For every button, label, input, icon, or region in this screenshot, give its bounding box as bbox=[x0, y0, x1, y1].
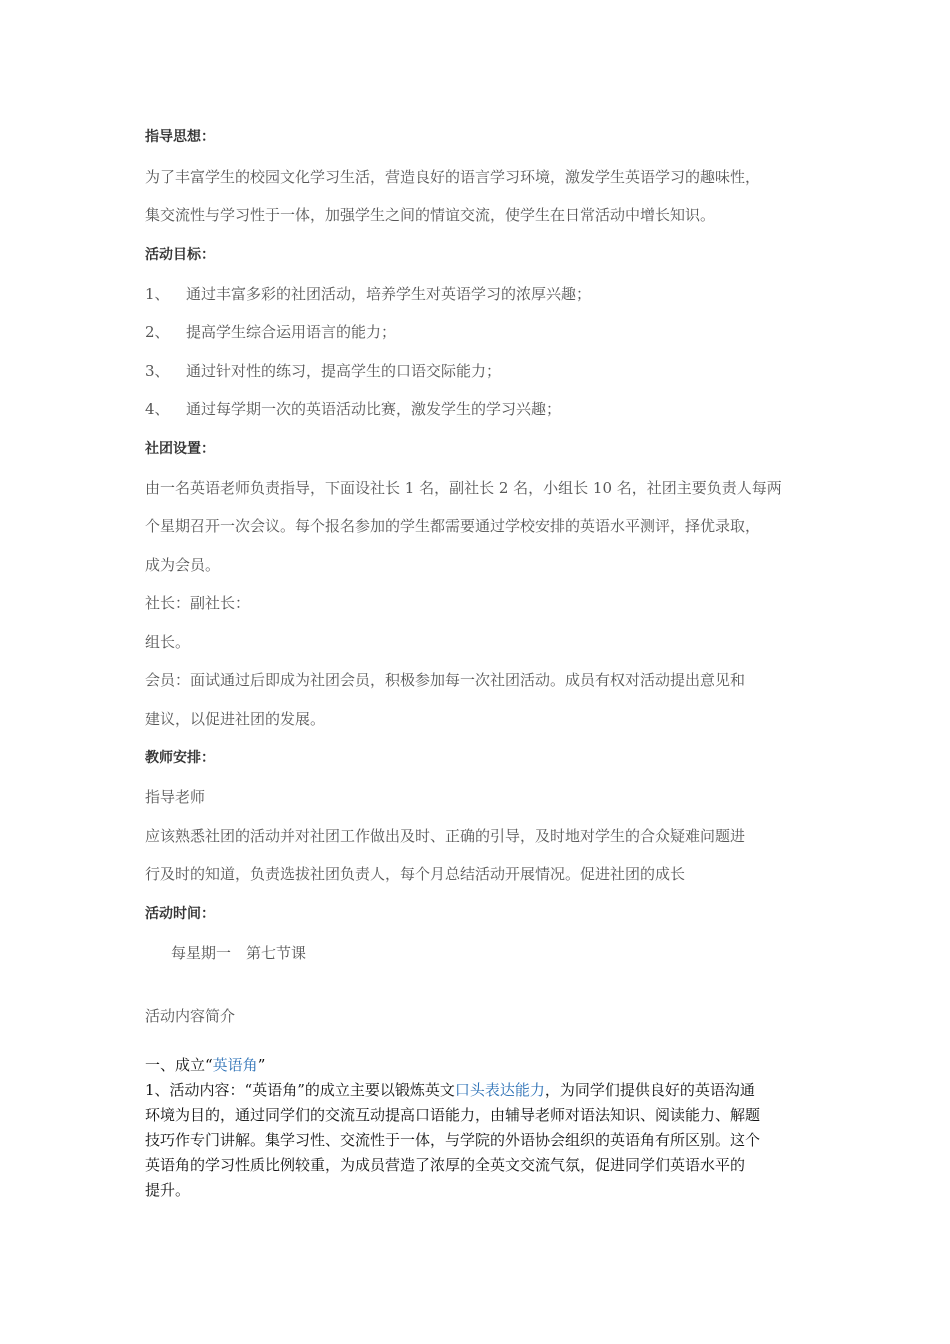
goal-text: 通过每学期一次的英语活动比赛，激发学生的学习兴趣； bbox=[186, 400, 562, 418]
heading-guiding: 指导思想： bbox=[145, 129, 215, 145]
heading-goals: 活动目标： bbox=[145, 247, 215, 263]
guiding-line-2: 集交流性与学习性于一体，加强学生之间的情谊交流，使学生在日常活动中增长知识。 bbox=[145, 206, 716, 224]
setup-line-4: 社长：副社长： bbox=[145, 594, 251, 612]
teachers-line-1: 指导老师 bbox=[145, 788, 206, 806]
teachers-line-2: 应该熟悉社团的活动并对社团工作做出及时、正确的引导，及时地对学生的合众疑难问题进 bbox=[145, 827, 746, 845]
goal-text: 通过针对性的练习，提高学生的口语交际能力； bbox=[186, 362, 502, 380]
content-line-4: 英语角的学习性质比例较重，为成员营造了浓厚的全英文交流气氛，促进同学们英语水平的 bbox=[145, 1156, 746, 1174]
goal-text: 通过丰富多彩的社团活动，培养学生对英语学习的浓厚兴趣； bbox=[186, 285, 592, 303]
setup-line-2: 个星期召开一次会议。每个报名参加的学生都需要通过学校安排的英语水平测评，择优录取， bbox=[145, 517, 761, 535]
goal-number: 1、 bbox=[145, 285, 170, 303]
goal-item bbox=[145, 284, 591, 304]
oral-expression-link[interactable]: 口头表达能力 bbox=[454, 1081, 545, 1099]
heading-time: 活动时间： bbox=[145, 906, 215, 922]
content-line-1 bbox=[145, 1080, 755, 1100]
english-corner-link[interactable]: 英语角 bbox=[212, 1056, 258, 1074]
goal-item bbox=[145, 322, 396, 342]
teachers-line-3: 行及时的知道，负责选拔社团负责人，每个月总结活动开展情况。促进社团的成长 bbox=[145, 865, 686, 883]
section-1-suffix: ” bbox=[257, 1056, 266, 1074]
section-1-prefix: 一、成立“ bbox=[145, 1056, 213, 1074]
goal-number: 4、 bbox=[145, 400, 170, 418]
setup-line-1: 由一名英语老师负责指导，下面设社长 1 名，副社长 2 名，小组长 10 名，社团主要负责人每两 bbox=[145, 479, 782, 497]
goal-text: 提高学生综合运用语言的能力； bbox=[186, 323, 397, 341]
heading-setup: 社团设置： bbox=[145, 441, 215, 457]
setup-line-5: 组长。 bbox=[145, 633, 191, 651]
content-line-1-start: 1、活动内容：“英语角”的成立主要以锻炼英文 bbox=[145, 1081, 455, 1099]
content-line-3: 技巧作专门讲解。集学习性、交流性于一体，与学院的外语协会组织的英语角有所区别。这个 bbox=[145, 1131, 761, 1149]
section-1-heading bbox=[145, 1055, 265, 1075]
content-line-2: 环境为目的，通过同学们的交流互动提高口语能力，由辅导老师对语法知识、阅读能力、解题 bbox=[145, 1106, 761, 1124]
content-line-1-end: ，为同学们提供良好的英语沟通 bbox=[544, 1081, 755, 1099]
setup-line-7: 建议，以促进社团的发展。 bbox=[145, 710, 326, 728]
goal-item bbox=[145, 361, 501, 381]
setup-line-3: 成为会员。 bbox=[145, 556, 221, 574]
goal-item bbox=[145, 399, 561, 419]
time-value: 每星期一 第七节课 bbox=[171, 944, 307, 962]
goal-number: 3、 bbox=[145, 362, 170, 380]
guiding-line-1: 为了丰富学生的校园文化学习生活，营造良好的语言学习环境，激发学生英语学习的趣味性， bbox=[145, 168, 761, 186]
goal-number: 2、 bbox=[145, 323, 170, 341]
content-title: 活动内容简介 bbox=[145, 1007, 236, 1025]
content-line-5: 提升。 bbox=[145, 1181, 191, 1199]
heading-teachers: 教师安排： bbox=[145, 750, 215, 766]
setup-line-6: 会员：面试通过后即成为社团会员，积极参加每一次社团活动。成员有权对活动提出意见和 bbox=[145, 671, 746, 689]
